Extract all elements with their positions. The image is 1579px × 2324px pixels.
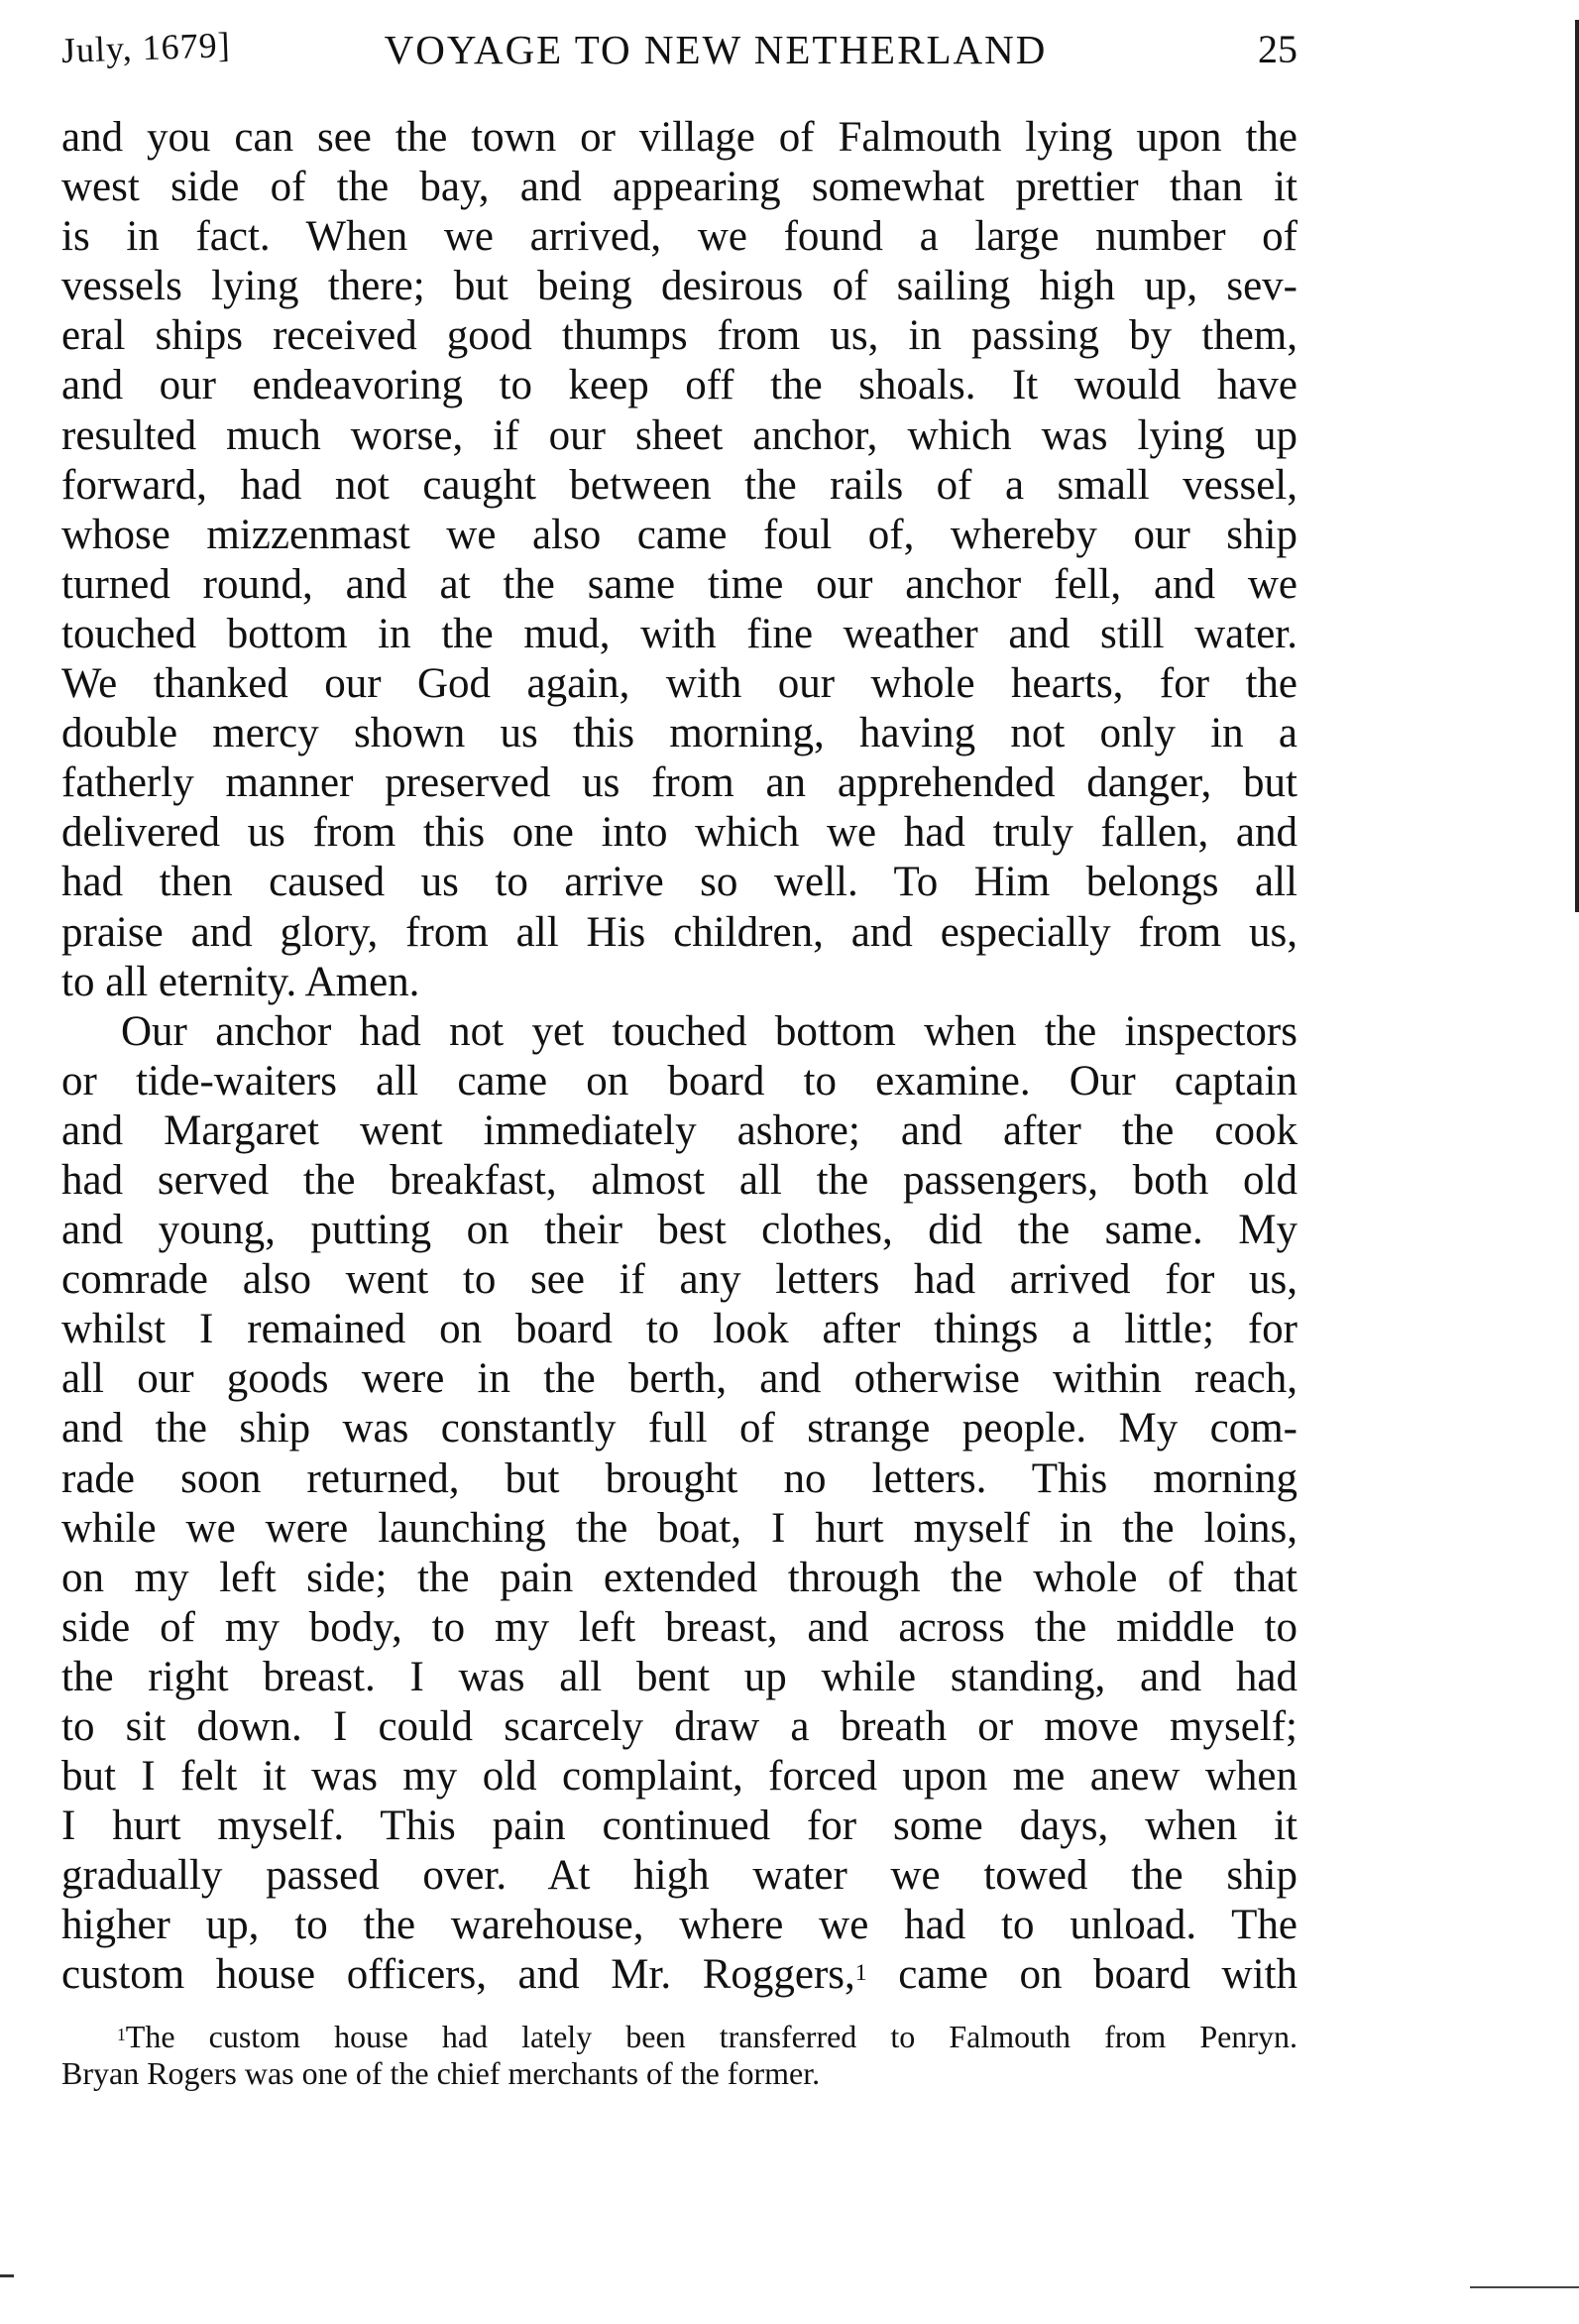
text-line: to sit down. I could scarcely draw a breath or move myself;	[61, 1703, 1297, 1750]
text-line: side of my body, to my left breast, and across the middle to	[61, 1603, 1297, 1651]
text-line: turned round, and at the same time our anchor fell, and we	[61, 560, 1297, 608]
paragraph-start-line: Our anchor had not yet touched bottom when the inspectors	[121, 1007, 1297, 1055]
text-line: had served the breakfast, almost all the passengers, both old	[61, 1156, 1297, 1204]
text-line: fatherly manner preserved us from an apprehended danger, but	[61, 759, 1297, 807]
text-line: and you can see the town or village of Falmouth lying upon the	[61, 114, 1297, 161]
text-line: praise and glory, from all His children, and especially from us,	[61, 908, 1297, 956]
text-line: whose mizzenmast we also came foul of, whereby our ship	[61, 511, 1297, 558]
scan-edge-rule	[1575, 20, 1579, 912]
text-line: while we were launching the boat, I hurt myself in the loins,	[61, 1504, 1297, 1552]
text-line: and our endeavoring to keep off the shoals. It would have	[61, 362, 1297, 409]
page-number: 25	[1258, 27, 1297, 71]
text-line: resulted much worse, if our sheet anchor, which was lying up	[61, 411, 1297, 459]
text-line: We thanked our God again, with our whole hearts, for the	[61, 660, 1297, 708]
text-line: and young, putting on their best clothes, did the same. My	[61, 1207, 1297, 1254]
footnote-reference[interactable]: 1	[854, 1960, 867, 1987]
scan-edge-mark	[0, 2274, 14, 2277]
text-line: all our goods were in the berth, and otherwise within reach,	[61, 1355, 1297, 1403]
text-line: whilst I remained on board to look after things a little; for	[61, 1306, 1297, 1353]
text-line: touched bottom in the mud, with fine weather and still water.	[61, 610, 1297, 657]
text-line: or tide-waiters all came on board to examine. Our captain	[61, 1057, 1297, 1104]
text-line: is in fact. When we arrived, we found a large number of	[61, 213, 1297, 261]
footnote-line	[61, 2019, 1297, 2055]
body-text	[61, 113, 1297, 2001]
text-line: vessels lying there; but being desirous of sailing high up, sev-	[61, 263, 1297, 310]
text-line: rade soon returned, but brought no letters. This morning	[61, 1454, 1297, 1502]
text-line: and the ship was constantly full of strange people. My com-	[61, 1405, 1297, 1452]
footnote-area	[61, 2019, 1297, 2092]
text-line: west side of the bay, and appearing somewhat prettier than it	[61, 164, 1297, 211]
footnote-marker: 1	[117, 2025, 126, 2044]
text-line: gradually passed over. At high water we towed the ship	[61, 1852, 1297, 1900]
footnote-line: Bryan Rogers was one of the chief merchants of the former.	[61, 2055, 821, 2091]
text-line: I hurt myself. This pain continued for some days, when it	[61, 1802, 1297, 1850]
text-line: double mercy shown us this morning, having not only in a	[61, 710, 1297, 757]
text-line: on my left side; the pain extended through the whole of that	[61, 1554, 1297, 1601]
text-segment: custom house officers, and Mr. Roggers,	[61, 1951, 855, 1999]
text-line: forward, had not caught between the rails of a small vessel,	[61, 461, 1297, 509]
text-line: higher up, to the warehouse, where we had to unload. The	[61, 1902, 1297, 1949]
text-segment: came on board with	[898, 1951, 1297, 1999]
text-line: eral ships received good thumps from us, in passing by them,	[61, 312, 1297, 360]
scan-edge-mark	[1470, 2286, 1579, 2288]
text-line: and Margaret went immediately ashore; and after the cook	[61, 1106, 1297, 1154]
text-line-with-footnote-ref	[61, 1950, 1297, 2000]
text-line: comrade also went to see if any letters had arrived for us,	[61, 1256, 1297, 1304]
footnote-text: The custom house had lately been transferred to Falmouth from Penryn.	[125, 2019, 1297, 2054]
text-line: the right breast. I was all bent up while standing, and had	[61, 1653, 1297, 1700]
text-line: had then caused us to arrive so well. To Him belongs all	[61, 859, 1297, 906]
text-line: but I felt it was my old complaint, forced upon me anew when	[61, 1753, 1297, 1801]
running-head-title: VOYAGE TO NEW NETHERLAND	[384, 27, 1048, 72]
text-line: to all eternity. Amen.	[61, 958, 420, 1005]
running-head-date: July, 1679]	[60, 25, 232, 70]
text-line: delivered us from this one into which we had truly fallen, and	[61, 809, 1297, 857]
running-head	[61, 22, 1297, 81]
